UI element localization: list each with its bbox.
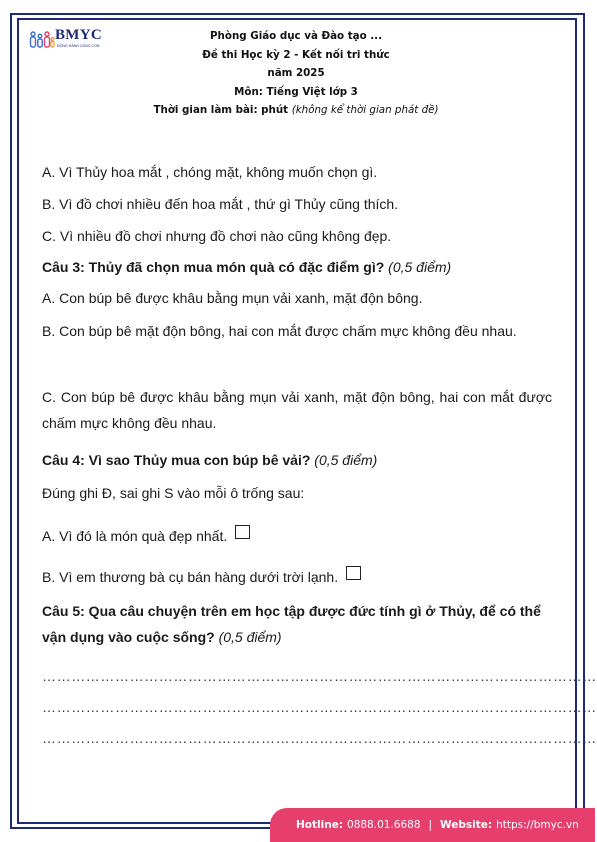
q3-option-b: B. Con búp bê mặt độn bông, hai con mắt được chấm mực không đều nhau. (42, 323, 517, 339)
q4-title: Câu 4: Vì sao Thủy mua con búp bê vải? (42, 452, 311, 468)
header-exam-title: Đề thi Học kỳ 2 - Kết nối tri thức (202, 48, 390, 61)
answer-checkbox-b[interactable] (346, 566, 361, 580)
answer-line-3[interactable]: …………………………………………………………………………………………………… (42, 730, 597, 746)
q4-points: (0,5 điểm) (314, 452, 378, 468)
q3-title: Câu 3: Thủy đã chọn mua món quà có đặc điểm gì? (42, 259, 385, 275)
website-link[interactable]: https://bmyc.vn (496, 819, 579, 831)
logo-tagline: ĐỒNG HÀNH CÙNG CON (57, 44, 100, 48)
contact-footer (270, 808, 595, 842)
q2-option-c: C. Vì nhiều đồ chơi nhưng đồ chơi nào cũng không đẹp. (42, 228, 392, 244)
q3-option-c: C. Con búp bê được khâu bằng mụn vải xanh, mặt độn bông, hai con mắt được chấm mực không đều nhau. (42, 389, 552, 431)
q3-option-a: A. Con búp bê được khâu bằng mụn vải xanh, mặt độn bông. (42, 290, 423, 306)
q4-option-b-text: B. Vì em thương bà cụ bán hàng dưới trời lạnh. (42, 569, 339, 585)
hotline-number[interactable]: 0888.01.6688 (347, 819, 421, 831)
header-department: Phòng Giáo dục và Đào tạo ... (210, 30, 382, 42)
q4-option-a-text: A. Vì đó là món quà đẹp nhất. (42, 528, 228, 544)
family-icon (29, 31, 55, 49)
q2-option-a: A. Vì Thủy hoa mắt , chóng mặt, không muốn chọn gì. (42, 164, 378, 180)
q5-title: Câu 5: Qua câu chuyện trên em học tập được đức tính gì ở Thủy, để có thể vận dụng vào cuộc sống? (42, 603, 541, 645)
q4-option-b (42, 566, 361, 585)
q4-heading (42, 452, 377, 468)
q4-option-a (42, 525, 250, 544)
q5-heading (42, 598, 552, 650)
bmyc-logo (29, 27, 111, 53)
exam-header (100, 27, 492, 120)
answer-checkbox-a[interactable] (235, 525, 250, 539)
website-label: Website: (440, 819, 493, 831)
hotline-label: Hotline: (296, 819, 344, 831)
header-year: năm 2025 (267, 67, 325, 79)
logo-text: BMYC (55, 27, 103, 43)
duration-note: (không kể thời gian phát đề) (291, 104, 439, 116)
q3-points: (0,5 điểm) (388, 259, 452, 275)
answer-line-2[interactable]: …………………………………………………………………………………………………… (42, 699, 597, 715)
q2-option-b: B. Vì đồ chơi nhiều đến hoa mắt , thứ gì Thủy cũng thích. (42, 196, 399, 212)
q3-heading (42, 259, 451, 275)
footer-separator: | (428, 819, 433, 831)
header-subject: Môn: Tiếng Việt lớp 3 (234, 85, 358, 98)
header-duration (100, 101, 492, 120)
q4-instruction: Đúng ghi Đ, sai ghi S vào mỗi ô trống sau: (42, 485, 305, 501)
answer-line-1[interactable]: …………………………………………………………………………………………………… (42, 668, 597, 684)
duration-label: Thời gian làm bài: phút (153, 104, 289, 116)
q5-points: (0,5 điểm) (218, 629, 282, 645)
